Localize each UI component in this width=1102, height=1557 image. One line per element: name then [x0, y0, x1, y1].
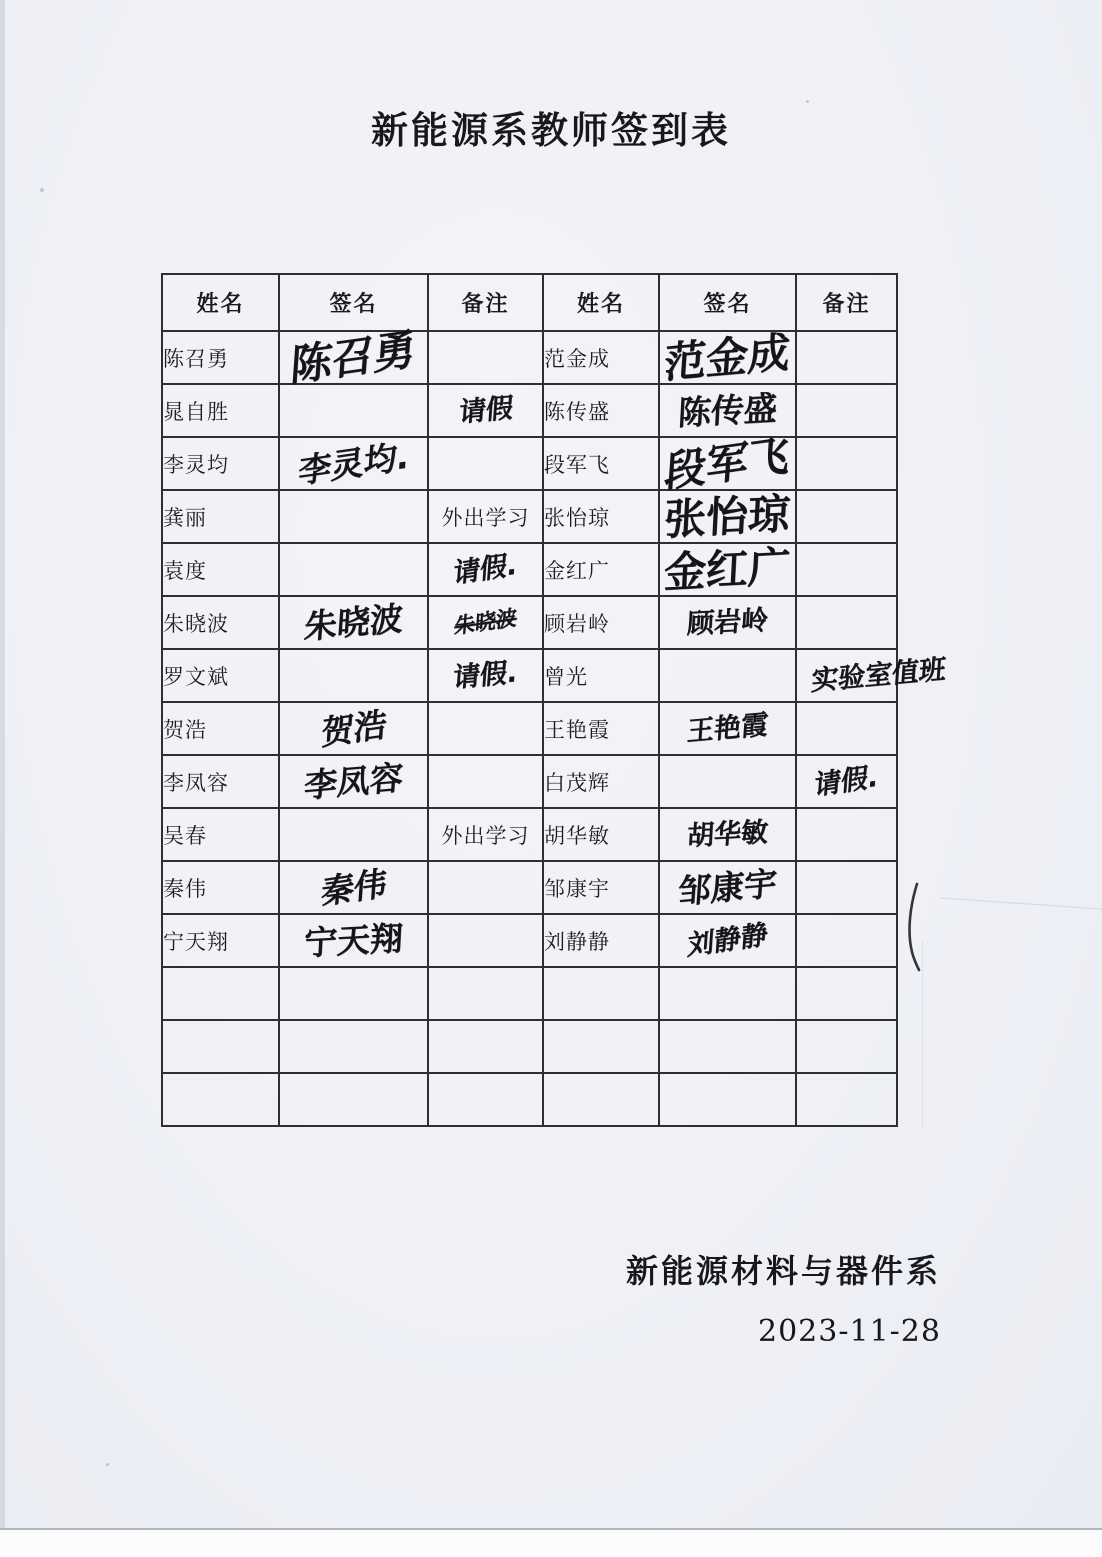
signature-handwriting: 胡华敏 — [686, 816, 769, 853]
department-label: 新能源材料与器件系 — [626, 1252, 942, 1290]
signature-handwriting: 范金成 — [663, 326, 793, 388]
signature-cell — [279, 490, 428, 543]
signature-cell — [279, 543, 428, 596]
empty-cell — [543, 1073, 659, 1126]
remark-cell — [796, 437, 897, 490]
empty-cell — [428, 1020, 543, 1073]
remark-cell — [796, 331, 897, 384]
signature-handwriting: 段军飞 — [663, 429, 792, 497]
empty-cell — [796, 1073, 897, 1126]
signature-cell — [659, 384, 796, 437]
header-name-right: 姓名 — [543, 274, 659, 331]
name-cell: 李凤容 — [162, 755, 279, 808]
name-cell: 金红广 — [543, 543, 659, 596]
remark-cell — [796, 596, 897, 649]
remark-scribble-crossed-out: 朱晓波 — [453, 604, 518, 639]
signature-cell — [279, 384, 428, 437]
remark-cell — [428, 331, 543, 384]
signature-cell — [659, 649, 796, 702]
name-cell: 范金成 — [543, 331, 659, 384]
table-row — [162, 914, 897, 967]
empty-cell — [279, 967, 428, 1020]
signature-cell — [279, 596, 428, 649]
table-row — [162, 649, 897, 702]
table-row — [162, 437, 897, 490]
scan-speck — [106, 1463, 109, 1466]
paper-bottom-edge — [0, 1528, 1102, 1530]
empty-cell — [279, 1020, 428, 1073]
name-cell: 陈传盛 — [543, 384, 659, 437]
empty-cell — [162, 1020, 279, 1073]
name-cell: 龚丽 — [162, 490, 279, 543]
signature-handwriting: 宁天翔 — [303, 918, 404, 963]
signature-cell — [659, 596, 796, 649]
table-row — [162, 808, 897, 861]
name-cell: 罗文斌 — [162, 649, 279, 702]
header-remark-right: 备注 — [796, 274, 897, 331]
table-row — [162, 596, 897, 649]
remark-cell — [428, 914, 543, 967]
table-row — [162, 543, 897, 596]
table-row — [162, 490, 897, 543]
name-cell: 李灵均 — [162, 437, 279, 490]
signature-handwriting: 王艳霞 — [686, 709, 769, 748]
signature-cell — [659, 808, 796, 861]
empty-cell — [428, 967, 543, 1020]
signature-cell — [279, 702, 428, 755]
table-row — [162, 331, 897, 384]
signature-handwriting: 李灵均. — [296, 435, 411, 492]
signature-handwriting: 陈召勇 — [289, 323, 418, 391]
empty-cell — [796, 967, 897, 1020]
remark-printed: 外出学习 — [441, 505, 530, 530]
table-header-row — [162, 274, 897, 331]
table-row-empty — [162, 1073, 897, 1126]
table-row — [162, 702, 897, 755]
remark-cell — [796, 914, 897, 967]
table-row-empty — [162, 967, 897, 1020]
name-cell: 白茂辉 — [543, 755, 659, 808]
signature-cell — [659, 914, 796, 967]
signature-cell — [279, 437, 428, 490]
remark-cell — [428, 543, 543, 596]
remark-handwriting: 请假. — [813, 761, 880, 802]
signature-cell — [659, 429, 796, 497]
remark-cell — [796, 755, 897, 808]
header-remark-left: 备注 — [428, 274, 543, 331]
name-cell: 刘静静 — [543, 914, 659, 967]
remark-cell — [796, 702, 897, 755]
remark-handwriting: 请假. — [452, 657, 519, 694]
header-name-left: 姓名 — [162, 274, 279, 331]
empty-cell — [162, 967, 279, 1020]
signature-handwriting: 陈传盛 — [677, 388, 778, 433]
remark-cell — [796, 808, 897, 861]
name-cell: 宁天翔 — [162, 914, 279, 967]
signature-cell — [659, 543, 796, 596]
signature-cell — [659, 490, 796, 543]
empty-cell — [543, 1020, 659, 1073]
date-label: 2023-11-28 — [758, 1314, 941, 1349]
remark-cell — [428, 808, 543, 861]
signin-table — [161, 273, 947, 1127]
remark-cell — [428, 755, 543, 808]
signature-cell — [659, 861, 796, 914]
name-cell: 胡华敏 — [543, 808, 659, 861]
name-cell: 贺浩 — [162, 702, 279, 755]
remark-cell — [428, 490, 543, 543]
name-cell: 秦伟 — [162, 861, 279, 914]
signature-handwriting: 邹康宇 — [676, 863, 779, 912]
name-cell: 顾岩岭 — [543, 596, 659, 649]
name-cell: 段军飞 — [543, 437, 659, 490]
stray-ink-mark — [903, 880, 927, 976]
name-cell: 袁度 — [162, 543, 279, 596]
signature-cell — [659, 326, 796, 388]
signature-cell — [279, 914, 428, 967]
signature-cell — [659, 702, 796, 755]
table-row — [162, 384, 897, 437]
signature-handwriting: 贺浩 — [319, 704, 388, 753]
signature-cell — [279, 861, 428, 914]
table-row-empty — [162, 1020, 897, 1073]
remark-cell — [796, 649, 947, 702]
header-signature-left: 签名 — [279, 274, 428, 331]
header-signature-right: 签名 — [659, 274, 796, 331]
remark-cell — [428, 437, 543, 490]
signature-cell — [279, 649, 428, 702]
remark-cell — [428, 596, 543, 649]
name-cell: 曾光 — [543, 649, 659, 702]
empty-cell — [659, 967, 796, 1020]
name-cell: 朱晓波 — [162, 596, 279, 649]
scan-edge-shadow — [0, 0, 5, 1528]
signature-cell — [279, 323, 428, 391]
signature-cell — [279, 755, 428, 808]
remark-printed: 外出学习 — [441, 823, 530, 848]
empty-cell — [659, 1073, 796, 1126]
signature-handwriting: 顾岩岭 — [686, 604, 769, 641]
table-row — [162, 861, 897, 914]
signature-handwriting: 李凤容 — [302, 757, 405, 806]
name-cell: 吴春 — [162, 808, 279, 861]
empty-cell — [162, 1073, 279, 1126]
name-cell: 邹康宇 — [543, 861, 659, 914]
remark-cell — [428, 384, 543, 437]
remark-cell — [428, 861, 543, 914]
signature-handwriting: 刘静静 — [686, 919, 769, 962]
page-title: 新能源系教师签到表 — [371, 109, 731, 152]
name-cell: 晁自胜 — [162, 384, 279, 437]
signature-handwriting: 朱晓波 — [302, 598, 405, 647]
empty-cell — [543, 967, 659, 1020]
name-cell: 陈召勇 — [162, 331, 279, 384]
remark-handwriting: 请假. — [452, 549, 519, 590]
signature-handwriting: 秦伟 — [319, 863, 388, 912]
name-cell: 王艳霞 — [543, 702, 659, 755]
remark-cell — [428, 649, 543, 702]
remark-handwriting: 请假 — [457, 392, 514, 429]
remark-cell — [796, 490, 897, 543]
remark-cell — [428, 702, 543, 755]
remark-cell — [796, 543, 897, 596]
scan-speck — [40, 188, 44, 192]
remark-cell — [796, 384, 897, 437]
signature-handwriting: 金红广 — [663, 541, 792, 597]
empty-cell — [659, 1020, 796, 1073]
empty-cell — [279, 1073, 428, 1126]
table-row — [162, 755, 897, 808]
remark-cell — [796, 861, 897, 914]
empty-cell — [796, 1020, 897, 1073]
signature-handwriting: 张怡琼 — [663, 488, 792, 544]
signature-cell — [279, 808, 428, 861]
empty-cell — [428, 1073, 543, 1126]
name-cell: 张怡琼 — [543, 490, 659, 543]
signature-cell — [659, 755, 796, 808]
remark-handwriting: 实验室值班 — [810, 653, 947, 698]
